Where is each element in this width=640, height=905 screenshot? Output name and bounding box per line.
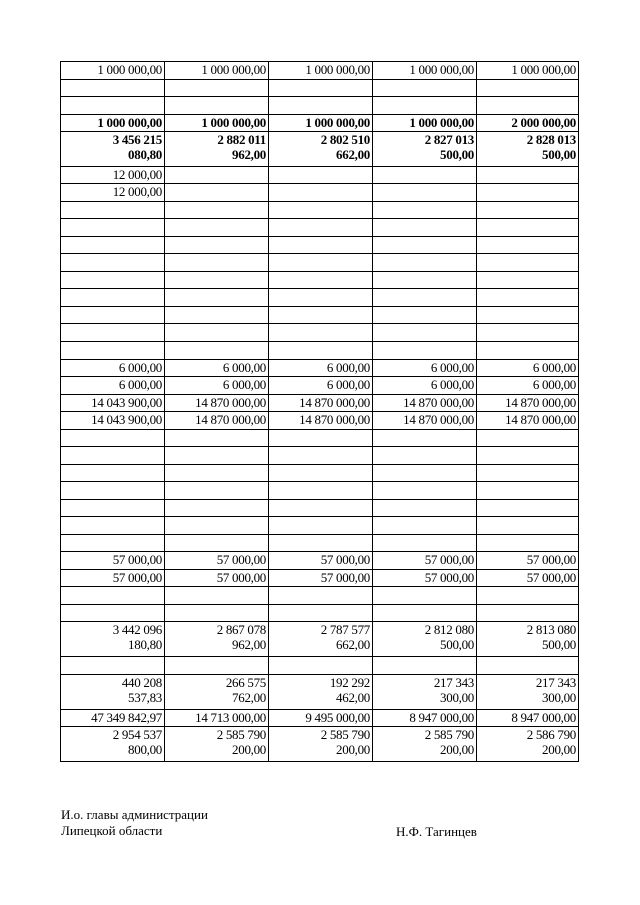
table-cell: 1 000 000,00 [61, 62, 165, 80]
table-cell: 57 000,00 [165, 570, 269, 587]
table-cell [477, 342, 579, 360]
table-cell: 1 000 000,00 [269, 115, 373, 132]
table-cell: 440 208 537,83 [61, 675, 165, 710]
table-cell [165, 80, 269, 97]
table-row [61, 430, 579, 447]
table-cell [269, 307, 373, 324]
budget-table-body [61, 62, 579, 762]
table-cell [477, 657, 579, 675]
table-row [61, 237, 579, 254]
table-cell: 2 802 510 662,00 [269, 132, 373, 167]
table-row [61, 360, 579, 377]
table-cell [165, 97, 269, 115]
table-cell: 14 043 900,00 [61, 412, 165, 430]
table-cell [165, 219, 269, 237]
table-cell: 14 870 000,00 [269, 395, 373, 412]
table-cell [477, 482, 579, 500]
table-cell: 6 000,00 [269, 360, 373, 377]
table-cell [165, 517, 269, 535]
table-cell [61, 447, 165, 465]
table-row [61, 167, 579, 184]
table-cell [61, 80, 165, 97]
table-cell [477, 430, 579, 447]
table-cell: 8 947 000,00 [373, 710, 477, 727]
table-cell [269, 254, 373, 272]
table-cell: 6 000,00 [477, 377, 579, 395]
table-row [61, 675, 579, 710]
table-cell: 6 000,00 [373, 377, 477, 395]
table-cell [61, 517, 165, 535]
table-cell [61, 289, 165, 307]
table-cell: 12 000,00 [61, 184, 165, 202]
position-title: И.о. главы администрации [61, 807, 208, 822]
table-cell [165, 272, 269, 289]
table-cell [373, 237, 477, 254]
table-cell: 2 585 790 200,00 [165, 727, 269, 762]
table-cell [165, 254, 269, 272]
table-cell [61, 482, 165, 500]
table-cell [61, 324, 165, 342]
table-cell [165, 482, 269, 500]
table-cell: 14 870 000,00 [477, 412, 579, 430]
table-cell [165, 202, 269, 219]
table-cell: 9 495 000,00 [269, 710, 373, 727]
table-cell [61, 605, 165, 622]
table-cell: 1 000 000,00 [61, 115, 165, 132]
table-cell [269, 657, 373, 675]
table-cell [165, 342, 269, 360]
table-cell: 2 954 537 800,00 [61, 727, 165, 762]
table-cell: 2 828 013 500,00 [477, 132, 579, 167]
table-cell: 3 442 096 180,80 [61, 622, 165, 657]
table-cell: 57 000,00 [61, 552, 165, 570]
table-row [61, 587, 579, 605]
table-cell: 2 813 080 500,00 [477, 622, 579, 657]
table-cell [477, 324, 579, 342]
table-row [61, 552, 579, 570]
table-cell [61, 342, 165, 360]
table-row [61, 395, 579, 412]
table-cell [269, 167, 373, 184]
table-cell [373, 289, 477, 307]
table-cell [477, 97, 579, 115]
table-cell [61, 535, 165, 552]
table-cell [269, 219, 373, 237]
table-cell: 14 870 000,00 [269, 412, 373, 430]
table-row [61, 324, 579, 342]
table-cell [477, 535, 579, 552]
table-cell [477, 465, 579, 482]
table-cell [61, 219, 165, 237]
table-cell: 57 000,00 [477, 552, 579, 570]
table-cell [61, 657, 165, 675]
table-cell [373, 307, 477, 324]
table-cell [269, 482, 373, 500]
table-cell [477, 167, 579, 184]
table-row [61, 517, 579, 535]
table-row [61, 342, 579, 360]
table-cell: 266 575 762,00 [165, 675, 269, 710]
table-cell: 12 000,00 [61, 167, 165, 184]
signatory-name: Н.Ф. Тагинцев [396, 824, 477, 839]
table-cell: 1 000 000,00 [165, 62, 269, 80]
table-cell [61, 237, 165, 254]
table-cell [269, 97, 373, 115]
table-cell [165, 289, 269, 307]
table-cell: 14 870 000,00 [165, 395, 269, 412]
table-cell: 57 000,00 [477, 570, 579, 587]
table-cell: 217 343 300,00 [373, 675, 477, 710]
table-cell [61, 254, 165, 272]
table-row [61, 412, 579, 430]
table-cell: 57 000,00 [61, 570, 165, 587]
table-cell [165, 535, 269, 552]
table-cell [269, 272, 373, 289]
table-cell [373, 465, 477, 482]
table-cell [269, 184, 373, 202]
table-cell [477, 202, 579, 219]
table-cell [165, 237, 269, 254]
table-row [61, 80, 579, 97]
table-row [61, 377, 579, 395]
table-cell [373, 430, 477, 447]
table-cell [477, 254, 579, 272]
table-row [61, 447, 579, 465]
table-cell [373, 97, 477, 115]
table-row [61, 307, 579, 324]
table-cell [269, 587, 373, 605]
signature-position [61, 807, 208, 839]
table-cell [269, 430, 373, 447]
table-cell [373, 324, 477, 342]
table-cell [165, 657, 269, 675]
table-row [61, 465, 579, 482]
table-cell: 57 000,00 [269, 570, 373, 587]
table-row [61, 184, 579, 202]
table-cell [61, 307, 165, 324]
table-cell [373, 605, 477, 622]
table-row [61, 132, 579, 167]
table-row [61, 710, 579, 727]
table-cell: 47 349 842,97 [61, 710, 165, 727]
table-cell [61, 500, 165, 517]
table-cell [165, 307, 269, 324]
table-cell [373, 202, 477, 219]
table-cell [269, 202, 373, 219]
table-cell [373, 447, 477, 465]
table-row [61, 202, 579, 219]
table-cell: 2 787 577 662,00 [269, 622, 373, 657]
table-cell: 192 292 462,00 [269, 675, 373, 710]
table-cell: 14 870 000,00 [165, 412, 269, 430]
table-cell [477, 184, 579, 202]
table-cell [61, 272, 165, 289]
table-cell: 6 000,00 [165, 360, 269, 377]
table-cell [373, 500, 477, 517]
table-cell [61, 430, 165, 447]
table-cell [373, 80, 477, 97]
table-cell [269, 500, 373, 517]
table-row [61, 727, 579, 762]
table-cell: 1 000 000,00 [373, 115, 477, 132]
table-row [61, 115, 579, 132]
table-cell: 57 000,00 [269, 552, 373, 570]
table-row [61, 605, 579, 622]
table-cell [477, 605, 579, 622]
table-cell [165, 324, 269, 342]
table-cell [165, 430, 269, 447]
table-cell [165, 447, 269, 465]
table-cell [165, 605, 269, 622]
table-cell: 1 000 000,00 [165, 115, 269, 132]
table-cell [477, 80, 579, 97]
table-cell: 2 585 790 200,00 [269, 727, 373, 762]
table-cell: 217 343 300,00 [477, 675, 579, 710]
table-cell [165, 167, 269, 184]
table-cell [477, 307, 579, 324]
table-cell: 2 827 013 500,00 [373, 132, 477, 167]
table-cell [269, 535, 373, 552]
table-cell: 6 000,00 [373, 360, 477, 377]
table-cell [165, 184, 269, 202]
table-cell: 1 000 000,00 [477, 62, 579, 80]
table-cell: 57 000,00 [165, 552, 269, 570]
table-cell [269, 465, 373, 482]
table-row [61, 535, 579, 552]
table-cell [269, 289, 373, 307]
table-row [61, 272, 579, 289]
table-cell: 57 000,00 [373, 552, 477, 570]
table-cell [165, 465, 269, 482]
table-row [61, 62, 579, 80]
table-row [61, 570, 579, 587]
table-cell: 2 000 000,00 [477, 115, 579, 132]
table-cell [61, 465, 165, 482]
table-row [61, 289, 579, 307]
table-cell [477, 587, 579, 605]
table-cell: 14 043 900,00 [61, 395, 165, 412]
table-cell: 2 585 790 200,00 [373, 727, 477, 762]
table-cell: 14 870 000,00 [477, 395, 579, 412]
table-cell [477, 447, 579, 465]
table-cell [373, 517, 477, 535]
table-cell: 2 812 080 500,00 [373, 622, 477, 657]
table-cell [61, 97, 165, 115]
budget-table [60, 61, 579, 762]
table-cell [269, 342, 373, 360]
table-cell [269, 517, 373, 535]
table-cell [477, 237, 579, 254]
table-cell [269, 605, 373, 622]
table-cell [373, 535, 477, 552]
table-cell [373, 184, 477, 202]
table-cell [61, 587, 165, 605]
table-cell [373, 482, 477, 500]
table-cell [373, 272, 477, 289]
table-cell: 8 947 000,00 [477, 710, 579, 727]
table-cell [61, 202, 165, 219]
table-cell: 6 000,00 [61, 377, 165, 395]
table-cell [165, 587, 269, 605]
table-cell [373, 167, 477, 184]
table-cell: 1 000 000,00 [269, 62, 373, 80]
table-cell [269, 447, 373, 465]
table-cell [269, 80, 373, 97]
table-cell [373, 342, 477, 360]
table-cell: 2 586 790 200,00 [477, 727, 579, 762]
table-row [61, 97, 579, 115]
table-cell: 2 867 078 962,00 [165, 622, 269, 657]
table-cell: 14 870 000,00 [373, 395, 477, 412]
table-cell: 3 456 215 080,80 [61, 132, 165, 167]
table-row [61, 500, 579, 517]
table-row [61, 254, 579, 272]
table-cell: 1 000 000,00 [373, 62, 477, 80]
table-cell [373, 254, 477, 272]
table-cell [477, 219, 579, 237]
table-cell [269, 324, 373, 342]
region-name: Липецкой области [61, 823, 163, 838]
table-cell [269, 237, 373, 254]
table-cell: 57 000,00 [373, 570, 477, 587]
table-cell: 6 000,00 [165, 377, 269, 395]
table-cell [477, 289, 579, 307]
table-cell: 14 713 000,00 [165, 710, 269, 727]
table-row [61, 482, 579, 500]
table-row [61, 219, 579, 237]
table-row [61, 657, 579, 675]
table-cell [477, 517, 579, 535]
table-cell [373, 587, 477, 605]
table-cell [477, 500, 579, 517]
table-cell: 2 882 011 962,00 [165, 132, 269, 167]
table-cell [165, 500, 269, 517]
table-cell [373, 657, 477, 675]
table-cell [477, 272, 579, 289]
table-row [61, 622, 579, 657]
table-cell [373, 219, 477, 237]
table-cell: 6 000,00 [477, 360, 579, 377]
table-cell: 14 870 000,00 [373, 412, 477, 430]
table-cell: 6 000,00 [269, 377, 373, 395]
table-cell: 6 000,00 [61, 360, 165, 377]
